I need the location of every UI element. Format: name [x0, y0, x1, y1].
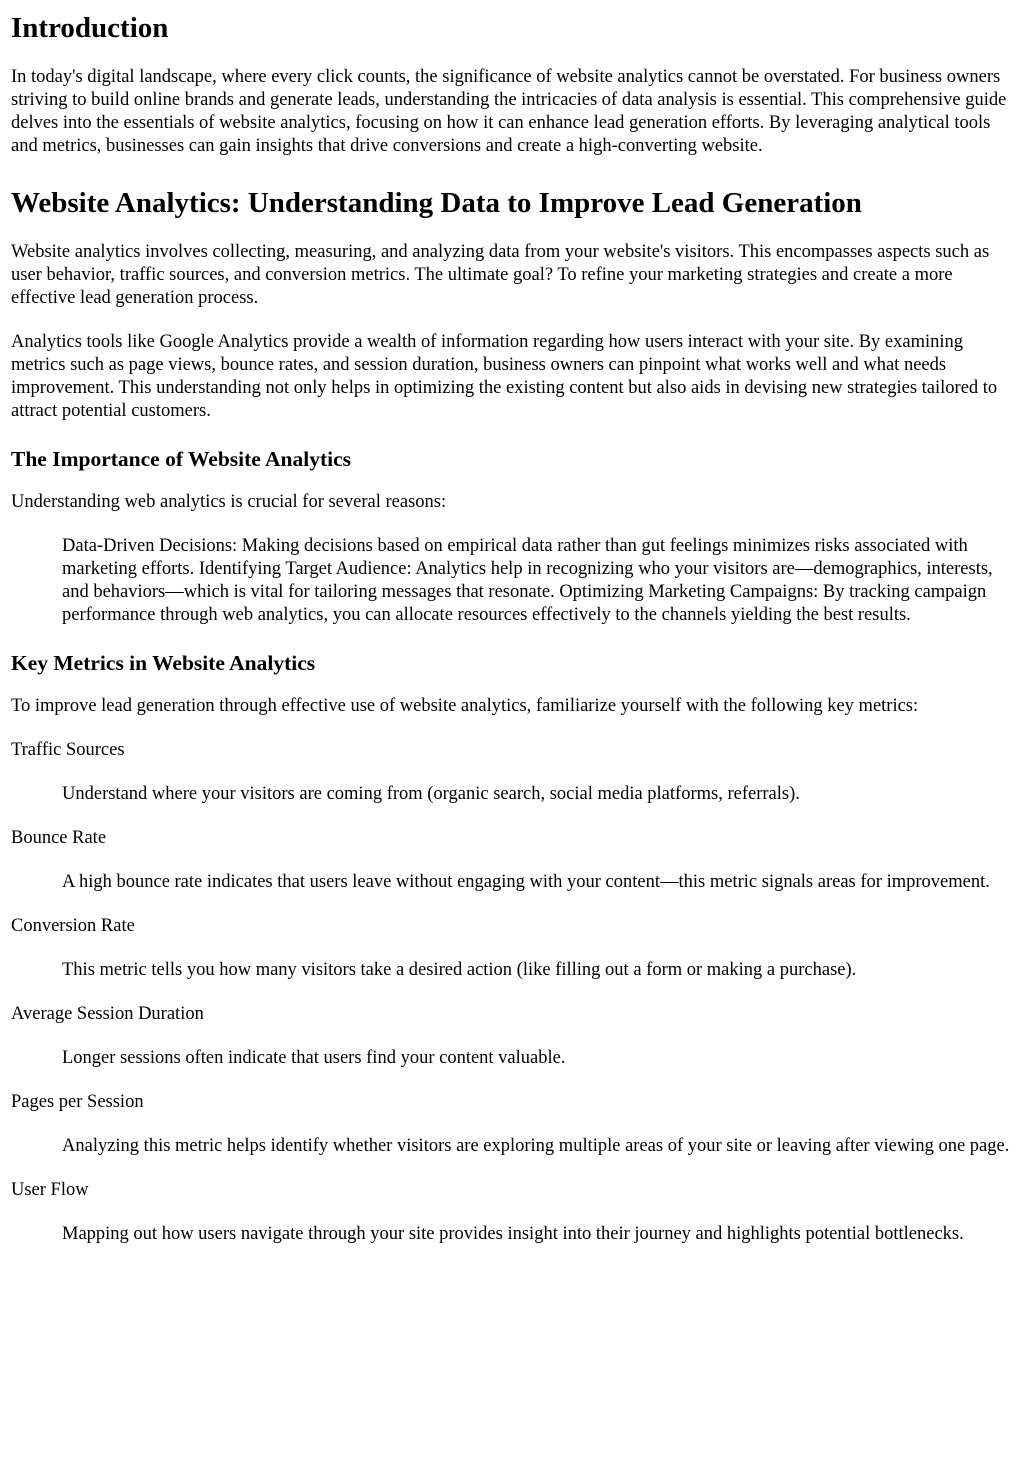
- metric-term-traffic-sources: Traffic Sources: [11, 740, 125, 760]
- main-paragraph-1: Website analytics involves collecting, measuring, and analyzing data from your website's visitors. This encompasses aspects such as user behavior, traffic sources, and conversion metrics. The ultimate goal? To refine your marketing strategies and create a more effective lead generation process.: [11, 242, 990, 308]
- metric-term-bounce-rate: Bounce Rate: [11, 828, 107, 848]
- intro-paragraph: In today's digital landscape, where every click counts, the significance of website analytics cannot be overstated. For business owners striving to build online brands and generate leads, understanding the intricacies of data analysis is essential. This comprehensive guide delves into the essentials of website analytics, focusing on how it can enhance lead generation efforts. By leveraging analytical tools and metrics, businesses can gain insights that drive conversions and create a high-converting website.: [11, 67, 1007, 156]
- article: [0, 11, 1024, 1246]
- metric-description-average-session-duration: Longer sessions often indicate that users find your content valuable.: [62, 1048, 566, 1068]
- metric-term-conversion-rate: Conversion Rate: [11, 916, 135, 936]
- metrics-intro: To improve lead generation through effective use of website analytics, familiarize yourself with the following key metrics:: [11, 696, 919, 716]
- importance-heading: The Importance of Website Analytics: [11, 447, 352, 471]
- metrics-heading: Key Metrics in Website Analytics: [11, 651, 316, 675]
- metric-description-bounce-rate: A high bounce rate indicates that users leave without engaging with your content—this metric signals areas for improvement.: [62, 872, 990, 892]
- metric-description-conversion-rate: This metric tells you how many visitors take a desired action (like filling out a form or making a purchase).: [62, 960, 857, 980]
- intro-heading: Introduction: [11, 12, 169, 44]
- metric-description-traffic-sources: Understand where your visitors are coming from (organic search, social media platforms, referrals).: [62, 784, 800, 804]
- importance-intro: Understanding web analytics is crucial for several reasons:: [11, 492, 447, 512]
- metric-description-user-flow: Mapping out how users navigate through your site provides insight into their journey and highlights potential bottlenecks.: [62, 1224, 964, 1244]
- metric-term-user-flow: User Flow: [11, 1180, 89, 1200]
- metric-term-pages-per-session: Pages per Session: [11, 1092, 144, 1112]
- main-paragraph-2: Analytics tools like Google Analytics provide a wealth of information regarding how users interact with your site. By examining metrics such as page views, bounce rates, and session duration, business owners can pinpoint what works well and what needs improvement. This understanding not only helps in optimizing the existing content but also aids in devising new strategies tailored to attract potential customers.: [11, 332, 998, 421]
- importance-quote: Data-Driven Decisions: Making decisions based on empirical data rather than gut feelings minimizes risks associated with marketing efforts. Identifying Target Audience: Analytics help in recognizing who your visitors are—demographics, interests, and behaviors—which is vital for tailoring messages that resonate. Optimizing Marketing Campaigns: By tracking campaign performance through web analytics, you can allocate resources effectively to the channels yielding the best results.: [62, 536, 993, 625]
- main-heading: Website Analytics: Understanding Data to Improve Lead Generation: [11, 187, 862, 219]
- metric-description-pages-per-session: Analyzing this metric helps identify whether visitors are exploring multiple areas of your site or leaving after viewing one page.: [62, 1136, 1010, 1156]
- metric-term-average-session-duration: Average Session Duration: [11, 1004, 204, 1024]
